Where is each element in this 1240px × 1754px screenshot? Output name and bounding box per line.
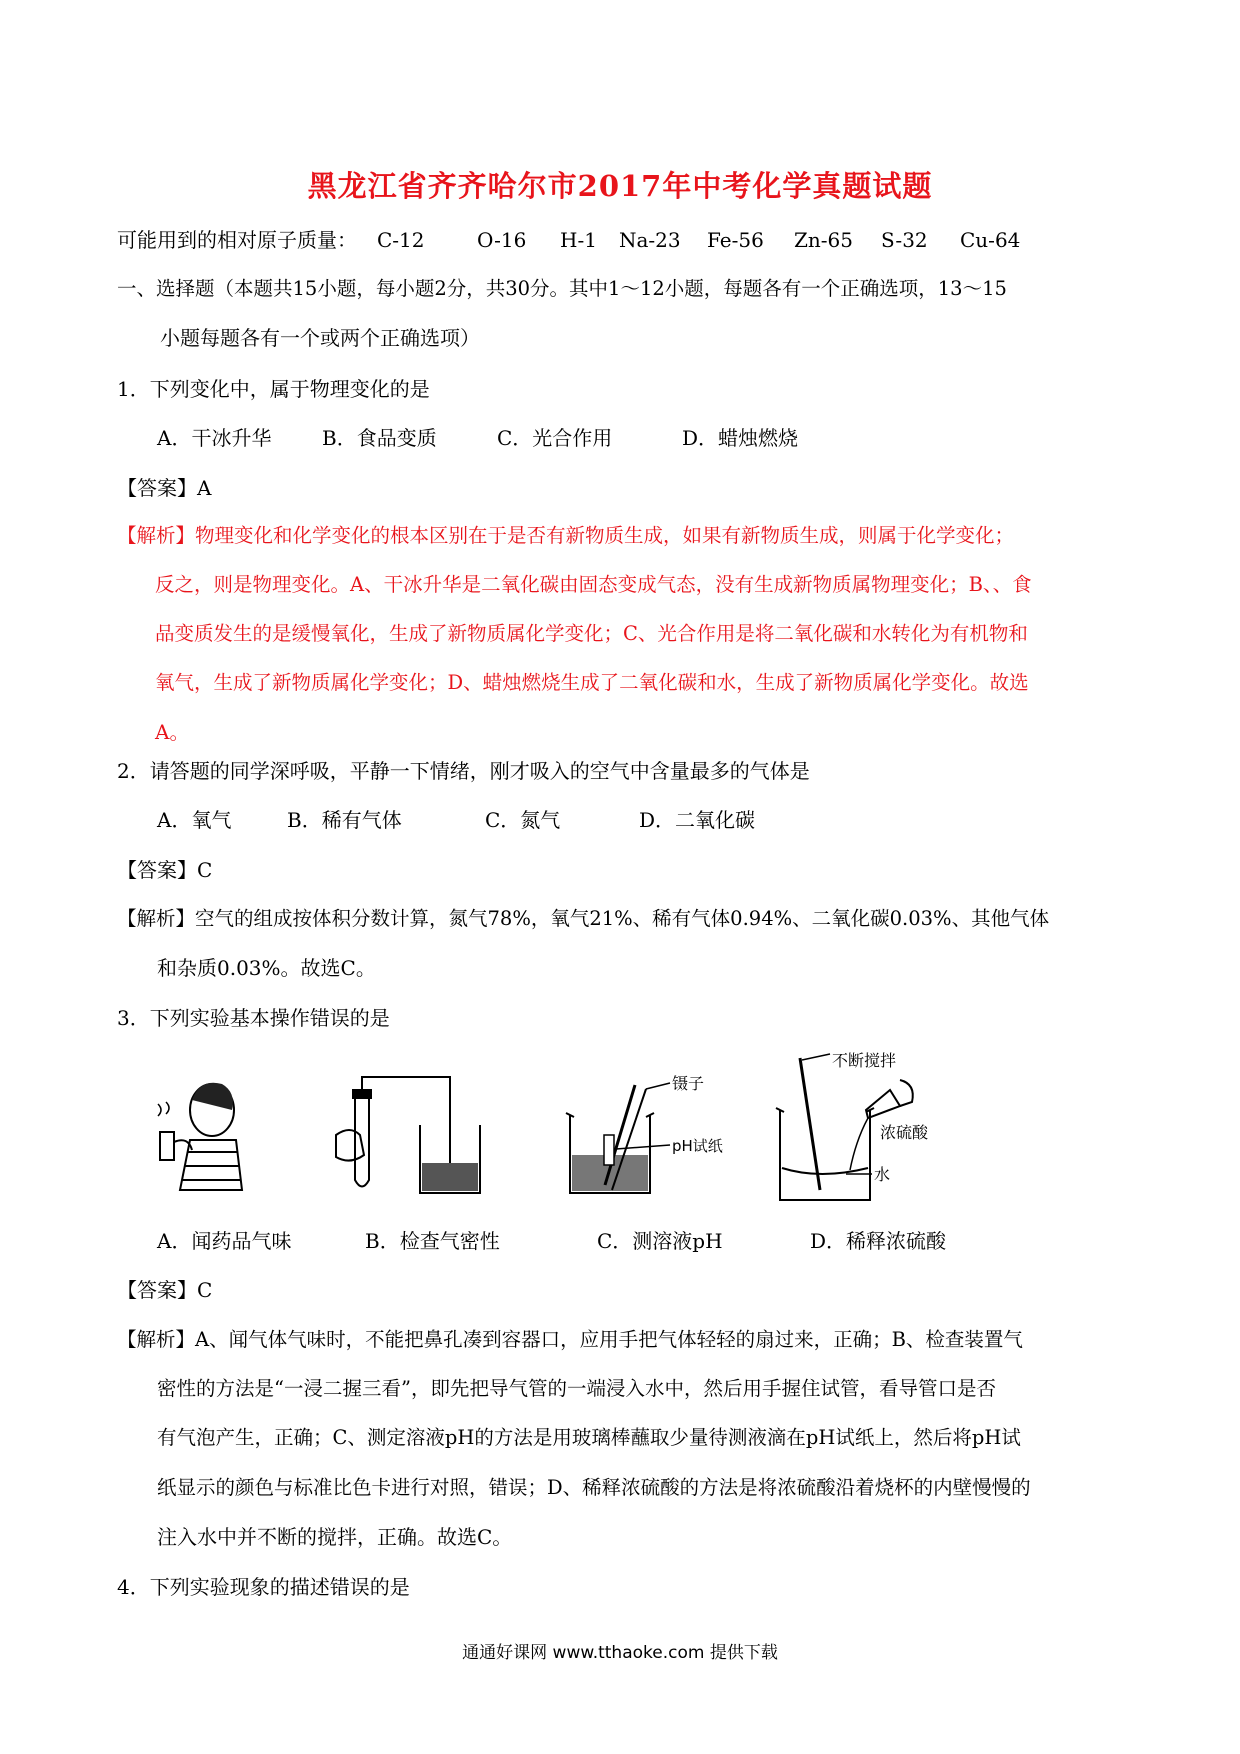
question-3-answer: 【答案】C [117, 1278, 213, 1302]
atomic-mass-item: S-32 [881, 228, 928, 252]
question-1-analysis: 反之，则是物理变化。A、干冰升华是二氧化碳由固态变成气态，没有生成新物质属物理变化；B、、食 [155, 573, 1032, 596]
option-b: B．食品变质 [322, 426, 437, 450]
option-d: D．稀释浓硫酸 [810, 1229, 947, 1253]
question-1-analysis: 【解析】物理变化和化学变化的根本区别在于是否有新物质生成，如果有新物质生成，则属于化学变化； [117, 524, 1015, 547]
question-3-analysis: 密性的方法是“一浸二握三看”，即先把导气管的一端浸入水中，然后用手握住试管，看导管口是否 [157, 1377, 996, 1400]
atomic-mass-line [117, 226, 1117, 254]
option-d: D．二氧化碳 [639, 808, 756, 832]
question-1-analysis: A。 [155, 720, 190, 744]
ph-test-figure [560, 1075, 750, 1220]
question-3-stem: 3．下列实验基本操作错误的是 [117, 1006, 390, 1030]
water-label: 水 [874, 1165, 891, 1184]
question-3-options [157, 1227, 1057, 1255]
atomic-mass-item: Na-23 [619, 228, 681, 252]
question-2-analysis: 【解析】空气的组成按体积分数计算，氮气78%，氧气21%、稀有气体0.94%、二氧化碳0.03%、其他气体 [117, 907, 1050, 930]
airtight-figure [330, 1075, 490, 1220]
question-2-analysis: 和杂质0.03%。故选C。 [157, 956, 376, 980]
atomic-mass-item: Cu-64 [960, 228, 1021, 252]
question-1-analysis: 氧气，生成了新物质属化学变化；D、蜡烛燃烧生成了二氧化碳和水，生成了新物质属化学变化。故选 [155, 671, 1029, 694]
question-3-analysis: 注入水中并不断的搅拌，正确。故选C。 [157, 1525, 513, 1549]
question-2-options [157, 806, 1057, 834]
option-c: C．光合作用 [497, 426, 613, 450]
question-2-answer: 【答案】C [117, 858, 213, 882]
atomic-mass-item: H-1 [560, 228, 597, 252]
page-footer: 通通好课网 www.tthaoke.com 提供下载 [462, 1643, 778, 1663]
atomic-mass-item: C-12 [377, 228, 425, 252]
experiment-figures [150, 1050, 980, 1230]
atomic-mass-item: Fe-56 [707, 228, 764, 252]
option-b: B．稀有气体 [287, 808, 402, 832]
ph-paper-label: pH试纸 [672, 1137, 723, 1155]
atomic-mass-label: 可能用到的相对原子质量： [117, 228, 357, 252]
question-2-stem: 2．请答题的同学深呼吸，平静一下情绪，刚才吸入的空气中含量最多的气体是 [117, 759, 810, 783]
question-3-analysis: 【解析】A、闻气体气味时，不能把鼻孔凑到容器口，应用手把气体轻轻的扇过来，正确；B、检查装置气 [117, 1328, 1023, 1351]
section-heading-cont: 小题每题各有一个或两个正确选项） [160, 326, 480, 350]
option-a: A．氧气 [157, 808, 232, 832]
question-3-analysis: 纸显示的颜色与标准比色卡进行对照，错误；D、稀释浓硫酸的方法是将浓硫酸沿着烧杯的内壁慢慢的 [157, 1476, 1031, 1499]
section-heading: 一、选择题（本题共15小题，每小题2分，共30分。其中1～12小题，每题各有一个正确选项，13～15 [117, 277, 1007, 300]
atomic-mass-item: O-16 [477, 228, 527, 252]
option-c: C．氮气 [485, 808, 561, 832]
option-a: A．干冰升华 [157, 426, 272, 450]
option-c: C．测溶液pH [597, 1229, 723, 1253]
page-title: 黑龙江省齐齐哈尔市2017年中考化学真题试题 [307, 169, 933, 203]
question-1-options [157, 424, 1057, 452]
question-1-answer: 【答案】A [117, 476, 212, 500]
question-4-stem: 4．下列实验现象的描述错误的是 [117, 1575, 410, 1599]
dilute-acid-figure [760, 1050, 980, 1225]
question-1-analysis: 品变质发生的是缓慢氧化，生成了新物质属化学变化；C、光合作用是将二氧化碳和水转化为有机物和 [155, 622, 1028, 645]
conc-acid-label: 浓硫酸 [880, 1123, 929, 1142]
question-3-analysis: 有气泡产生，正确；C、测定溶液pH的方法是用玻璃棒蘸取少量待测液滴在pH试纸上，然后将pH试 [157, 1426, 1021, 1449]
stir-label: 不断搅拌 [832, 1051, 897, 1070]
atomic-mass-item: Zn-65 [794, 228, 853, 252]
question-1-stem: 1．下列变化中，属于物理变化的是 [117, 377, 430, 401]
option-b: B．检查气密性 [365, 1229, 500, 1253]
smell-figure [150, 1070, 270, 1220]
option-d: D．蜡烛燃烧 [682, 426, 799, 450]
tweezers-label: 镊子 [672, 1075, 705, 1093]
option-a: A．闻药品气味 [157, 1229, 292, 1253]
